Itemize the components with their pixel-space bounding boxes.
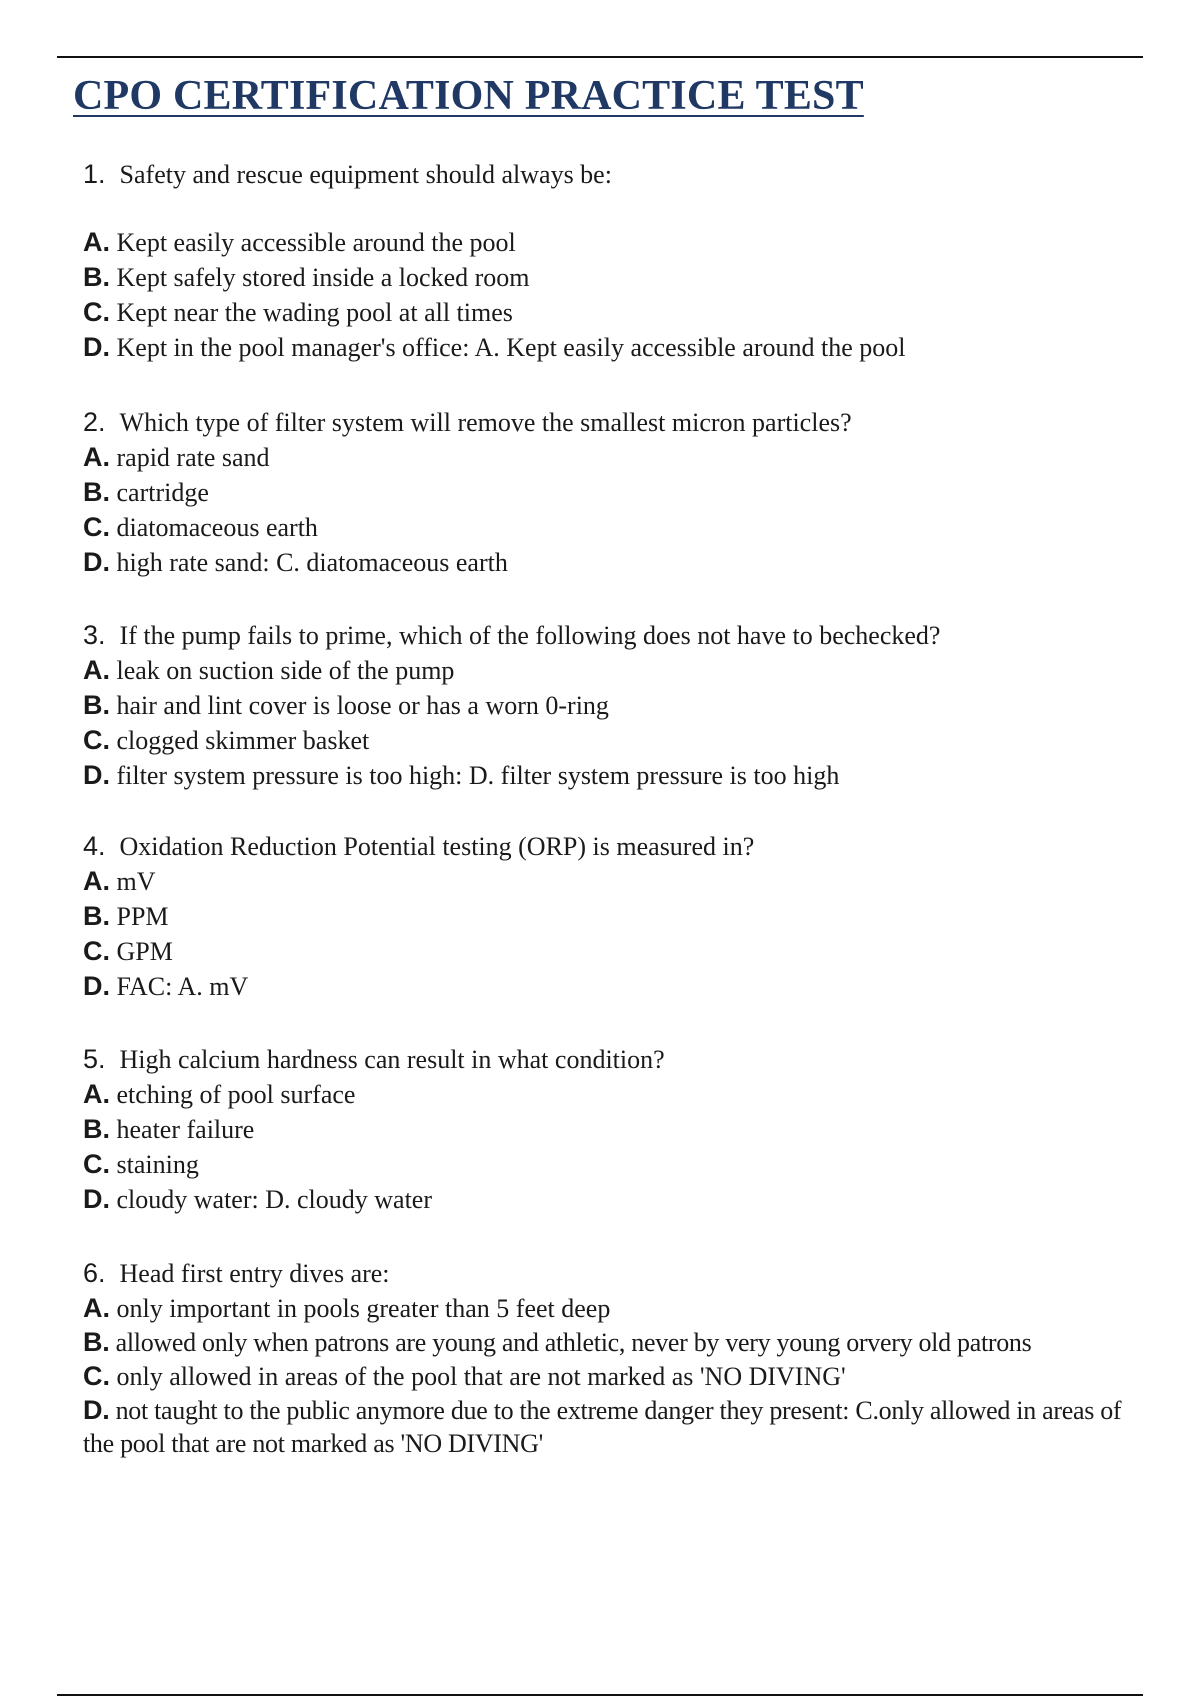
- answer-option: [83, 688, 1148, 723]
- answer-option: [83, 440, 1148, 475]
- option-letter: A.: [83, 227, 110, 257]
- option-letter: C.: [83, 1361, 110, 1391]
- answer-option: [83, 934, 1148, 969]
- answer-option: [83, 758, 1148, 793]
- option-text: Kept safely stored inside a locked room: [116, 263, 530, 292]
- option-text: high rate sand: C. diatomaceous earth: [116, 548, 508, 577]
- answer-option: [83, 330, 1148, 365]
- answer-option: [83, 1326, 1148, 1359]
- answer-option: [83, 510, 1148, 545]
- option-letter: D.: [83, 332, 110, 362]
- answer-options: [83, 1077, 1148, 1217]
- question-number: 6.: [83, 1258, 106, 1288]
- answer-options: [83, 864, 1148, 1004]
- option-text: rapid rate sand: [116, 443, 270, 472]
- option-letter: B.: [83, 477, 110, 507]
- question-stem: [83, 157, 1148, 192]
- question-1: [83, 157, 1148, 365]
- question-text: High calcium hardness can result in what condition?: [119, 1045, 665, 1074]
- option-text: Kept easily accessible around the pool: [116, 228, 516, 257]
- option-text: mV: [116, 867, 156, 896]
- option-text: GPM: [116, 937, 173, 966]
- option-letter: B.: [83, 1327, 110, 1357]
- option-text: diatomaceous earth: [116, 513, 318, 542]
- option-letter: A.: [83, 1079, 110, 1109]
- answer-options: [83, 225, 1148, 365]
- option-text: only important in pools greater than 5 feet deep: [116, 1294, 611, 1323]
- option-text: cartridge: [116, 478, 209, 507]
- question-6: [83, 1256, 1148, 1460]
- question-stem: [83, 405, 1148, 440]
- answer-option: [83, 475, 1148, 510]
- option-text: hair and lint cover is loose or has a worn 0-ring: [116, 691, 609, 720]
- option-letter: B.: [83, 901, 110, 931]
- answer-option: [83, 864, 1148, 899]
- answer-option: [83, 225, 1148, 260]
- question-stem: [83, 829, 1148, 864]
- answer-option: [83, 1147, 1148, 1182]
- option-letter: C.: [83, 936, 110, 966]
- question-number: 2.: [83, 407, 106, 437]
- option-text: FAC: A. mV: [116, 972, 249, 1001]
- question-5: [83, 1042, 1148, 1217]
- option-letter: C.: [83, 512, 110, 542]
- answer-option: [83, 969, 1148, 1004]
- option-letter: C.: [83, 297, 110, 327]
- question-number: 1.: [83, 159, 106, 189]
- option-letter: D.: [83, 1395, 110, 1425]
- question-stem: [83, 618, 1148, 653]
- answer-option: [83, 653, 1148, 688]
- question-stem: [83, 1042, 1148, 1077]
- option-letter: D.: [83, 547, 110, 577]
- option-letter: A.: [83, 866, 110, 896]
- answer-option: [83, 1182, 1148, 1217]
- answer-option: [83, 1394, 1148, 1460]
- answer-option: [83, 1077, 1148, 1112]
- option-text: etching of pool surface: [116, 1080, 356, 1109]
- answer-option: [83, 1291, 1148, 1326]
- option-text: clogged skimmer basket: [116, 726, 370, 755]
- option-text: filter system pressure is too high: D. filter system pressure is too high: [116, 761, 840, 790]
- question-number: 3.: [83, 620, 106, 650]
- option-text: not taught to the public anymore due to the extreme danger they present: C.only allowed in areas of the pool that are not marked as 'NO DIVING': [83, 1396, 1122, 1458]
- option-text: only allowed in areas of the pool that are not marked as 'NO DIVING': [116, 1362, 846, 1391]
- question-2: [83, 405, 1148, 580]
- answer-options: [83, 440, 1148, 580]
- question-number: 5.: [83, 1044, 106, 1074]
- option-letter: B.: [83, 1114, 110, 1144]
- question-text: Which type of filter system will remove the smallest micron particles?: [119, 408, 852, 437]
- question-text: Safety and rescue equipment should always be:: [119, 160, 612, 189]
- document-title: CPO CERTIFICATION PRACTICE TEST: [73, 73, 864, 119]
- answer-option: [83, 723, 1148, 758]
- question-4: [83, 829, 1148, 1004]
- option-text: Kept near the wading pool at all times: [116, 298, 513, 327]
- option-text: PPM: [116, 902, 169, 931]
- question-number: 4.: [83, 831, 106, 861]
- bottom-rule: [57, 1694, 1143, 1696]
- answer-option: [83, 1359, 1148, 1394]
- option-letter: A.: [83, 655, 110, 685]
- question-3: [83, 618, 1148, 793]
- option-letter: C.: [83, 725, 110, 755]
- option-text: allowed only when patrons are young and athletic, never by very young orvery old patrons: [115, 1328, 1032, 1357]
- answer-option: [83, 1112, 1148, 1147]
- option-letter: A.: [83, 1293, 110, 1323]
- option-letter: B.: [83, 690, 110, 720]
- question-stem: [83, 1256, 1148, 1291]
- option-text: Kept in the pool manager's office: A. Kept easily accessible around the pool: [116, 333, 906, 362]
- answer-option: [83, 899, 1148, 934]
- option-letter: B.: [83, 262, 110, 292]
- question-text: Head first entry dives are:: [119, 1259, 390, 1288]
- option-text: staining: [116, 1150, 199, 1179]
- question-text: If the pump fails to prime, which of the following does not have to bechecked?: [119, 621, 941, 650]
- answer-option: [83, 295, 1148, 330]
- top-rule: [57, 56, 1143, 58]
- option-text: heater failure: [116, 1115, 255, 1144]
- option-text: leak on suction side of the pump: [116, 656, 455, 685]
- question-text: Oxidation Reduction Potential testing (ORP) is measured in?: [119, 832, 755, 861]
- answer-option: [83, 260, 1148, 295]
- option-letter: A.: [83, 442, 110, 472]
- answer-options: [83, 653, 1148, 793]
- option-letter: D.: [83, 1184, 110, 1214]
- option-text: cloudy water: D. cloudy water: [116, 1185, 433, 1214]
- answer-option: [83, 545, 1148, 580]
- option-letter: D.: [83, 760, 110, 790]
- option-letter: D.: [83, 971, 110, 1001]
- answer-options: [83, 1291, 1148, 1460]
- option-letter: C.: [83, 1149, 110, 1179]
